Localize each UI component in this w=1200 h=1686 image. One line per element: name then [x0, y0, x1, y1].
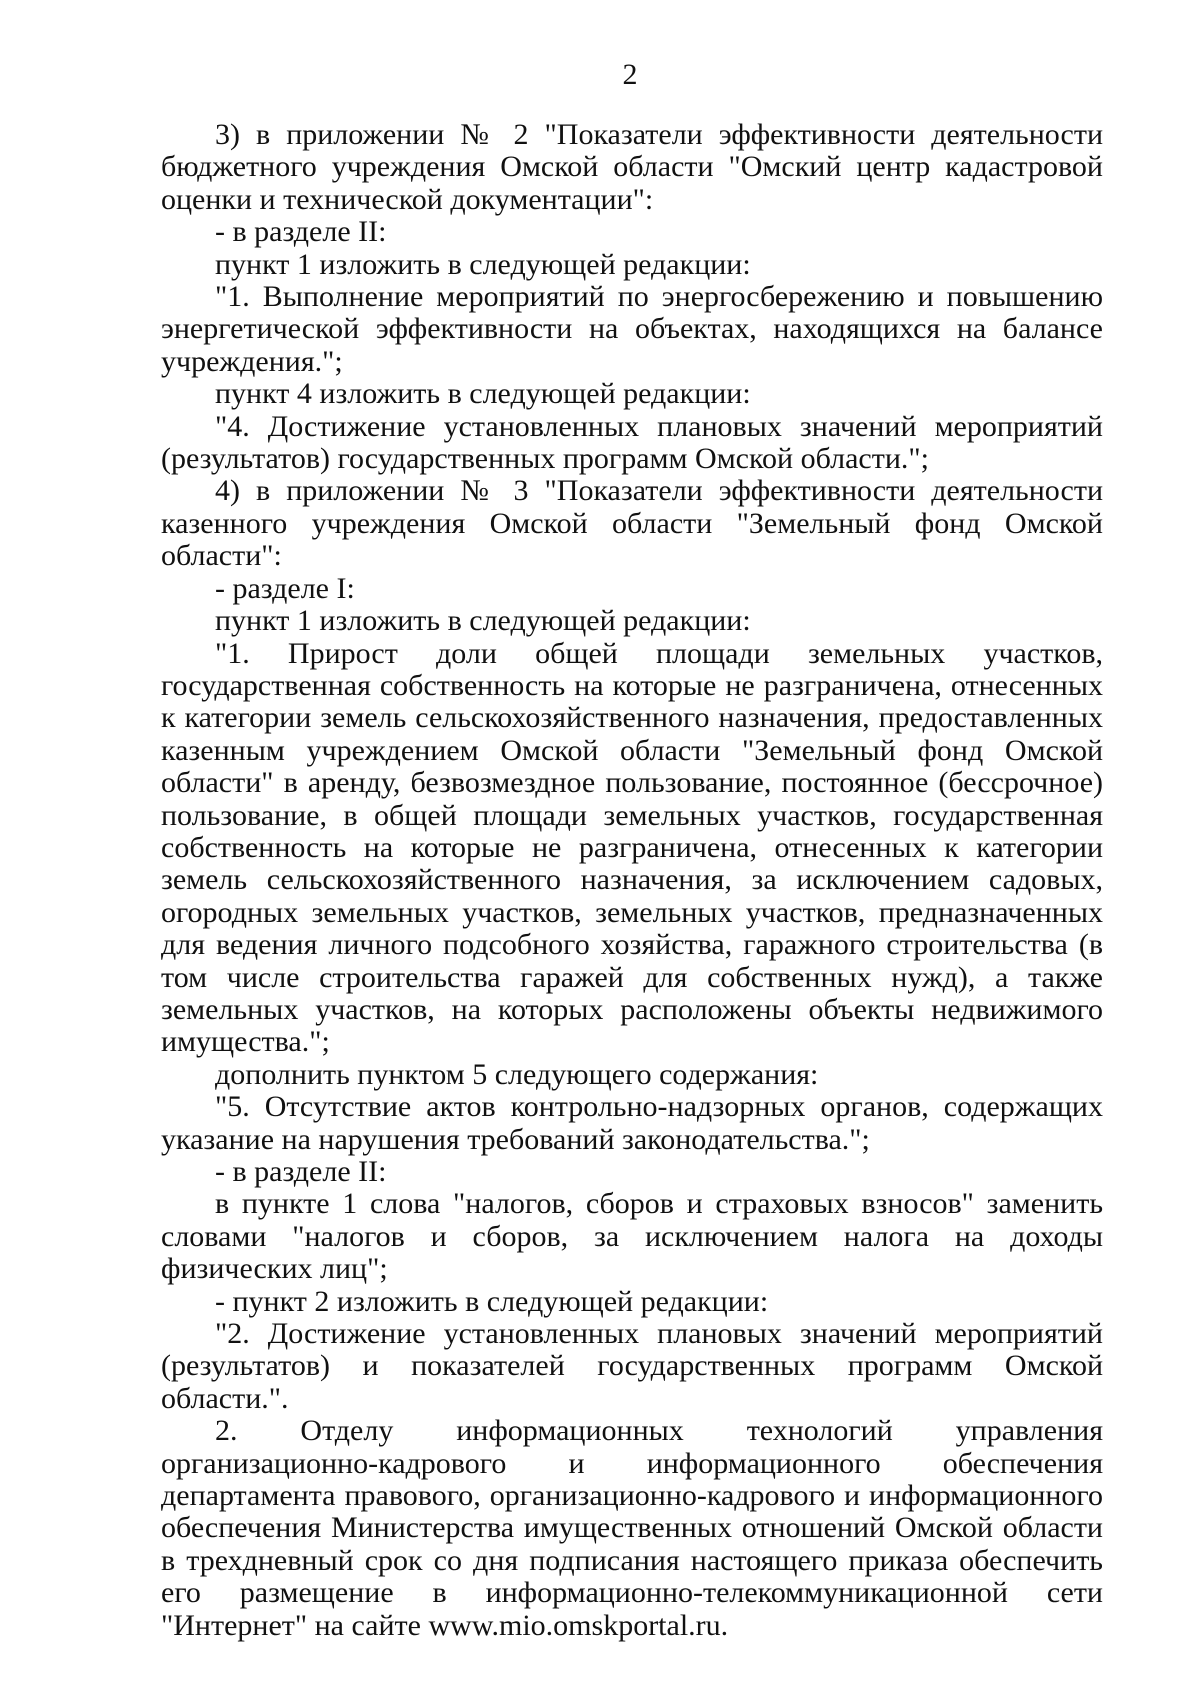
paragraph-section-ii-header: - в разделе II:: [215, 215, 387, 249]
page-number: 2: [622, 58, 638, 91]
paragraph-item-4: 4) в приложении № 3 "Показатели эффективности деятельности казенного учреждения Омской области "Земельный фонд Омской области":: [161, 474, 1103, 573]
paragraph-point-4-text: "4. Достижение установленных плановых значений мероприятий (результатов) государственных программ Омской области.";: [161, 409, 1103, 476]
paragraph-item-3: 3) в приложении № 2 "Показатели эффективности деятельности бюджетного учреждения Омской области "Омский центр кадастровой оценки и технической документации":: [161, 118, 1103, 216]
paragraph-point-5-text: "5. Отсутствие актов контрольно-надзорных органов, содержащих указание на нарушения требований законодательства.";: [161, 1090, 1103, 1156]
paragraph-point-2-intro: - пункт 2 изложить в следующей редакции:: [215, 1284, 769, 1318]
paragraph-point-5-intro: дополнить пунктом 5 следующего содержания:: [215, 1057, 819, 1091]
paragraph-point-2-text: "2. Достижение установленных плановых значений мероприятий (результатов) и показателей государственных программ Омской области.".: [161, 1317, 1103, 1415]
paragraph-point-1-text-2: "1. Прирост доли общей площади земельных участков, государственная собственность на которые не разграничена, отнесенных к категории земель сельскохозяйственного назначения, предоставленных казенным учреждением Омской области "Земельный фонд Омской области" в аренду, безвозмездное пользование, постоянное (бессрочное) пользование, в общей площади земельных участков, государственная собственность на которые не разграничена, отнесенных к категории земель сельскохозяйственного назначения, за исключением садовых, огородных земельных участков, земельных участков, предназначенных для ведения личного подсобного хозяйства, гаражного строительства (в том числе строительства гаражей для собственных нужд), а также земельных участков, на которых расположены объекты недвижимого имущества.";: [161, 636, 1103, 1059]
paragraph-section-ii-header-2: - в разделе II:: [215, 1155, 387, 1188]
document-body: [161, 119, 1103, 1642]
paragraph-item-2-publication: 2. Отделу информационных технологий управления организационно-кадрового и информационного обеспечения департамента правового, организационно-кадрового и информационного обеспечения Министерства имущественных отношений Омской области в трехдневный срок со дня подписания настоящего приказа обеспечить его размещение в информационно-телекоммуникационной сети "Интернет" на сайте www.mio.omskportal.ru.: [161, 1414, 1103, 1642]
paragraph-point-4-intro: пункт 4 изложить в следующей редакции:: [215, 377, 751, 411]
paragraph-point-1-replace: в пункте 1 слова "налогов, сборов и страховых взносов" заменить словами "налогов и сборов, за исключением налога на доходы физических лиц";: [161, 1187, 1103, 1286]
paragraph-point-1-intro: пункт 1 изложить в следующей редакции:: [215, 247, 751, 281]
paragraph-point-1-text: "1. Выполнение мероприятий по энергосбережению и повышению энергетической эффективности на объектах, находящихся на балансе учреждения.";: [161, 280, 1103, 378]
paragraph-point-1-intro-2: пункт 1 изложить в следующей редакции:: [215, 604, 751, 638]
paragraph-section-i-header: - разделе I:: [215, 571, 355, 605]
